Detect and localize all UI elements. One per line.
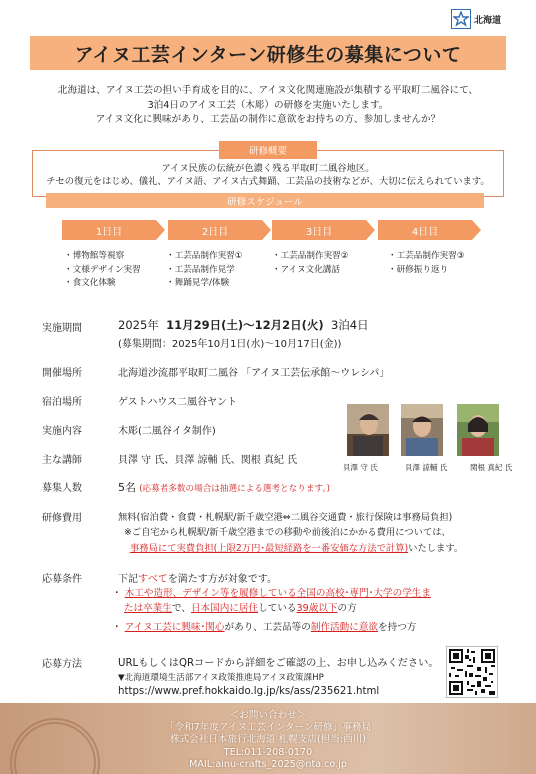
contact-email[interactable]: MAIL:ainu-crafts_2025@nta.co.jp <box>189 758 347 770</box>
apply-line-2: ▼北海道環境生活部アイヌ政策推進局アイヌ政策課HP <box>118 673 324 683</box>
cost-label: 研修費用 <box>42 513 82 524</box>
lecturer-photo-1 <box>347 404 389 456</box>
contact-heading: ＜お問い合わせ＞ <box>229 710 307 721</box>
hokkaido-logo <box>451 8 513 30</box>
overview-box <box>32 146 504 197</box>
cost-line-1: 無料(宿泊費・食費・札幌駅/新千歳空港⇔二風谷交通費・旅行保険は事務局負担) <box>118 512 453 523</box>
req2-b: があり、工芸品等の <box>224 622 311 633</box>
logo-text: 北海道 <box>474 15 502 26</box>
lead-b: すべて <box>138 574 168 585</box>
req2-a: アイヌ工芸に興味･関心 <box>124 622 225 633</box>
req1-a: 木工や造形、デザイン等を履修している全国の高校･専門･大学の学生ま <box>124 588 431 599</box>
req1-c: で、 <box>171 603 191 614</box>
req1-b: たは卒業生 <box>124 603 172 614</box>
lecturer-caption-2: 貝澤 諒輔 氏 <box>405 463 448 472</box>
capacity-label: 募集人数 <box>42 483 82 494</box>
capacity-value <box>118 479 330 495</box>
day-3-items <box>272 250 348 277</box>
list-item: ・舞踊見学/体験 <box>166 278 230 288</box>
requirements-lead <box>118 570 277 585</box>
recruit-period: (募集期間：2025年10月1日(水)～10月17日(金)) <box>118 339 342 350</box>
list-item: ・工芸品制作見学 <box>166 264 235 275</box>
day-4-items <box>388 250 464 277</box>
lecturer-caption-3: 関根 真紀 氏 <box>470 463 513 472</box>
list-item: ・研修振り返り <box>388 264 449 275</box>
intro-line: アイヌ文化に興味があり、工芸品の制作に意欲をお持ちの方、参加しませんか？ <box>95 114 441 125</box>
day-1-items <box>64 250 141 291</box>
intro-line: 3泊4日のアイヌ工芸（木彫）の研修を実施いたします。 <box>147 99 389 111</box>
venue-label: 開催場所 <box>42 368 82 379</box>
list-item: ・工芸品制作実習① <box>166 251 243 261</box>
req2-c: 制作活動に意欲 <box>310 622 379 633</box>
hokkaido-emblem-icon <box>451 9 471 29</box>
period-dates: 11月29日(土)～12月2日(火) <box>166 318 324 332</box>
lodging-label: 宿泊場所 <box>42 397 82 408</box>
schedule-title: 研修スケジュール <box>46 193 484 208</box>
intro-text <box>20 84 516 128</box>
day-3-header: 3日目 <box>272 220 366 240</box>
period-label: 実施期間 <box>42 323 82 334</box>
req1-e: している <box>258 603 297 614</box>
period-year: 2025年 <box>118 318 159 332</box>
lead-a: 下記 <box>118 574 138 585</box>
list-item: ・博物館等視察 <box>64 251 125 261</box>
cost-line-3-tail: いたします。 <box>408 543 464 554</box>
contact-phone[interactable]: TEL:011-208-0170 <box>223 746 313 758</box>
requirements-label: 応募条件 <box>42 574 82 585</box>
lodging-value: ゲストハウス二風谷ヤント <box>118 397 237 408</box>
apply-line-1: URLもしくはQRコードから詳細をご確認の上、お申し込みください。 <box>118 658 439 669</box>
overview-text <box>33 162 503 188</box>
content-label: 実施内容 <box>42 426 82 437</box>
content-value: 木彫(二風谷イタ制作) <box>118 426 216 437</box>
day-2-header: 2日目 <box>168 220 262 240</box>
req2-d: を持つ方 <box>378 622 417 633</box>
apply-url[interactable]: https://www.pref.hokkaido.lg.jp/ks/ass/235621.html <box>118 686 380 697</box>
req1-g: の方 <box>337 603 357 614</box>
list-item: ・食文化体験 <box>64 278 116 288</box>
list-item: ・工芸品制作実習② <box>272 251 349 261</box>
title-band <box>30 36 506 70</box>
qr-code-icon[interactable] <box>446 646 498 698</box>
capacity-number: 5名 <box>118 481 136 494</box>
contact-company: 株式会社日本旅行北海道 札幌支店(担当:西川) <box>169 734 367 746</box>
contact-office: 「令和7年度アイヌ工芸インターン研修」事務局 <box>164 722 372 734</box>
lecturer-photo-2 <box>401 404 443 456</box>
lecturer-value: 貝澤 守 氏、貝澤 諒輔 氏、関根 真紀 氏 <box>118 455 298 466</box>
list-item: ・アイヌ文化講話 <box>272 264 340 275</box>
period-length: 3泊4日 <box>330 318 369 332</box>
overview-line: チセの復元をはじめ、儀礼、アイヌ語、アイヌ古式舞踊、工芸品の技術などが、大切に伝えられています。 <box>46 176 490 187</box>
page-title: アイヌ工芸インターン研修生の募集について <box>74 43 462 66</box>
lecturer-caption-1: 貝澤 守 氏 <box>343 463 378 472</box>
period-value <box>118 317 369 333</box>
list-item: ・文様デザイン実習 <box>64 264 141 275</box>
day-1-header: 1日目 <box>62 220 156 240</box>
contact-footer <box>0 703 536 774</box>
apply-label: 応募方法 <box>42 659 82 670</box>
day-2-items <box>166 250 242 291</box>
cost-line-2: ※ご自宅から札幌駅/新千歳空港までの移動や前後泊にかかる費用については、 <box>124 527 451 538</box>
overview-line: アイヌ民族の伝統が色濃く残る平取町二風谷地区。 <box>161 163 375 174</box>
list-item: ・工芸品制作実習③ <box>388 251 465 261</box>
intro-line: 北海道は、アイヌ工芸の担い手育成を目的に、アイヌ文化関連施設が集積する平取町二風谷にて、 <box>57 85 479 96</box>
requirement-item-1: ・ 木工や造形、デザイン等を履修している全国の高校･専門･大学の学生ま たは卒業生で、日本国内に居住している39歳以下の方 <box>112 588 431 614</box>
lecturer-photo-3 <box>457 404 499 456</box>
cost-line-3 <box>130 540 463 554</box>
venue-value: 北海道沙流郡平取町二風谷 「アイヌ工芸伝承館～ウレシパ」 <box>118 368 390 379</box>
day-4-header: 4日目 <box>378 220 472 240</box>
req1-f: 39歳以下 <box>296 603 338 614</box>
lead-c: を満たす方が対象です。 <box>167 574 278 585</box>
contact-text <box>0 710 536 771</box>
cost-emphasis: 事務局にて実費負担(上限2万円･最短経路を一番安価な方法で計算) <box>130 543 409 554</box>
req1-d: 日本国内に居住 <box>190 603 259 614</box>
capacity-note: (応募者多数の場合は抽選による選考となります。) <box>139 484 330 494</box>
lecturer-label: 主な講師 <box>42 455 82 466</box>
overview-tag: 研修概要 <box>219 141 317 159</box>
requirement-item-2: ・ アイヌ工芸に興味･関心があり、工芸品等の制作活動に意欲を持つ方 <box>112 622 417 633</box>
